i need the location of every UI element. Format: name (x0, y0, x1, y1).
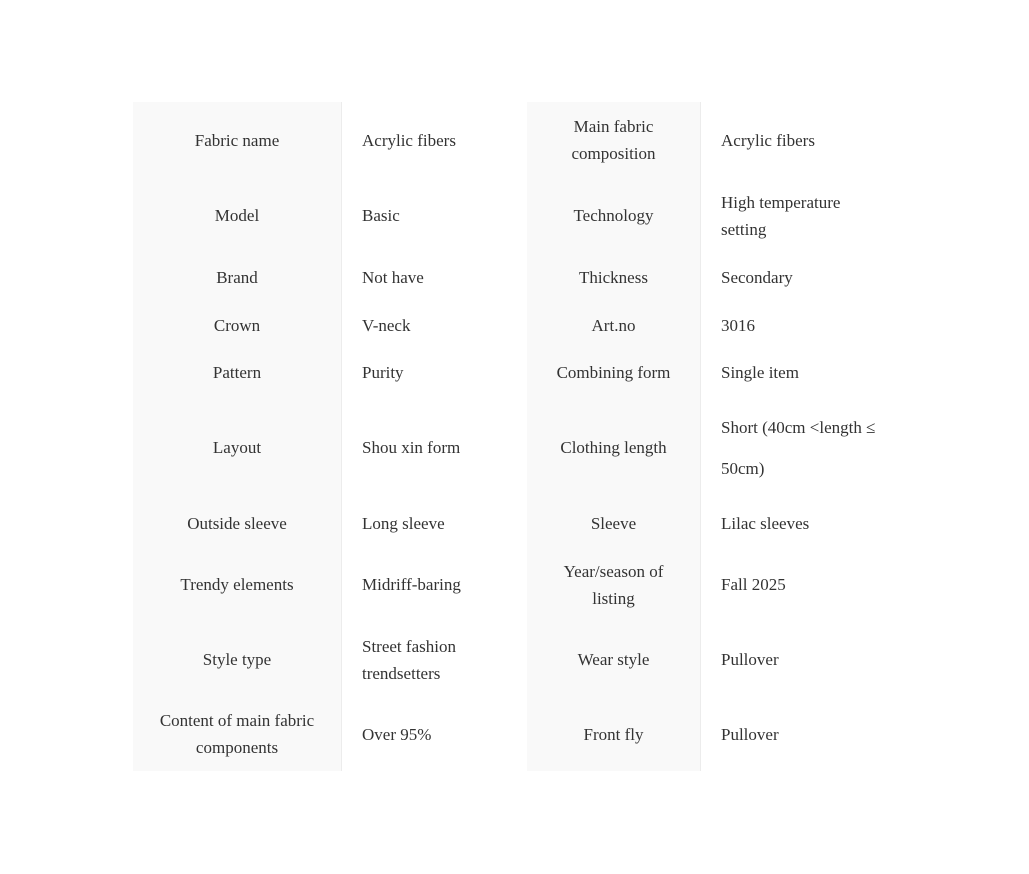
spec-label (527, 253, 701, 301)
spec-label-text: Model (214, 206, 260, 225)
spec-value-text: Basic (362, 206, 400, 225)
table-row (133, 697, 881, 771)
spec-label (133, 396, 342, 499)
spec-value-text: Pullover (721, 724, 779, 744)
spec-value (701, 396, 882, 499)
spec-value (701, 547, 882, 622)
table-row (133, 349, 881, 396)
spec-value-text: Short (40cm <length ≤ 50cm) (721, 417, 876, 478)
spec-label (527, 499, 701, 547)
spec-label-text: Combining form (556, 363, 671, 382)
spec-label-text: Clothing length (560, 438, 667, 457)
spec-value-text: Pullover (721, 650, 779, 669)
spec-label-text: Fabric name (194, 130, 280, 150)
spec-label-text: Art.no (591, 315, 636, 335)
table-row (133, 547, 881, 622)
spec-value (342, 178, 528, 253)
spec-value-text: 3016 (721, 315, 755, 335)
spec-label (527, 547, 701, 622)
spec-label (527, 349, 701, 396)
spec-label-text: Crown (213, 315, 261, 335)
spec-value-text: High temperature setting (721, 192, 841, 239)
spec-value (701, 697, 882, 771)
spec-label-text: Thickness (579, 267, 648, 287)
spec-label-text: Pattern (212, 363, 262, 382)
spec-label (527, 301, 701, 349)
spec-value-text: Lilac sleeves (721, 513, 810, 533)
spec-value-text: Midriff-baring (362, 575, 461, 594)
product-spec-table (133, 102, 881, 771)
spec-value (342, 349, 528, 396)
spec-value (701, 499, 882, 547)
table-row (133, 253, 881, 301)
spec-value-text: Shou xin form (362, 438, 461, 457)
spec-value (701, 349, 882, 396)
spec-label-text: Brand (216, 267, 258, 287)
spec-value (342, 622, 528, 697)
table-row (133, 499, 881, 547)
spec-value-text: Fall 2025 (721, 575, 786, 594)
spec-label-text: Front fly (583, 724, 644, 744)
spec-label (133, 499, 342, 547)
spec-value (342, 102, 528, 178)
spec-value (701, 622, 882, 697)
spec-value (342, 499, 528, 547)
spec-label (527, 102, 701, 178)
spec-value-text: Not have (362, 267, 424, 287)
table-row (133, 396, 881, 499)
table-row (133, 622, 881, 697)
spec-value (342, 547, 528, 622)
table-row (133, 178, 881, 253)
spec-label-text: Outside sleeve (187, 513, 287, 533)
spec-value (342, 396, 528, 499)
spec-value-text: Acrylic fibers (721, 130, 815, 150)
spec-label-text: Style type (202, 650, 272, 669)
spec-label (527, 622, 701, 697)
spec-label (527, 396, 701, 499)
spec-value-text: Acrylic fibers (362, 130, 456, 150)
spec-value (701, 178, 882, 253)
spec-value (701, 301, 882, 349)
spec-value (701, 253, 882, 301)
spec-label (133, 622, 342, 697)
spec-label (527, 697, 701, 771)
spec-value-text: Single item (721, 363, 799, 382)
spec-value (342, 301, 528, 349)
spec-value-text: Long sleeve (362, 513, 445, 533)
spec-label-text: Layout (212, 438, 262, 457)
spec-label-text: Wear style (577, 650, 650, 669)
spec-label-text: Content of main fabric components (159, 711, 315, 757)
spec-label (133, 697, 342, 771)
spec-label-text: Main fabric composition (571, 117, 656, 163)
table-row (133, 301, 881, 349)
spec-label (133, 102, 342, 178)
spec-value (701, 102, 882, 178)
spec-value (342, 697, 528, 771)
spec-label-text: Trendy elements (180, 575, 294, 594)
spec-value-text: Secondary (721, 267, 793, 287)
spec-label-text: Year/season of listing (563, 561, 664, 608)
table-row (133, 102, 881, 178)
spec-value-text: V-neck (362, 315, 411, 335)
spec-label (133, 547, 342, 622)
spec-label-text: Sleeve (590, 513, 637, 533)
spec-value-text: Purity (362, 363, 404, 382)
spec-label-text: Technology (573, 206, 654, 225)
spec-label (527, 178, 701, 253)
spec-label (133, 178, 342, 253)
spec-label (133, 253, 342, 301)
spec-label (133, 301, 342, 349)
spec-value (342, 253, 528, 301)
spec-label (133, 349, 342, 396)
spec-value-text: Street fashion trendsetters (362, 636, 456, 683)
spec-value-text: Over 95% (362, 724, 432, 744)
